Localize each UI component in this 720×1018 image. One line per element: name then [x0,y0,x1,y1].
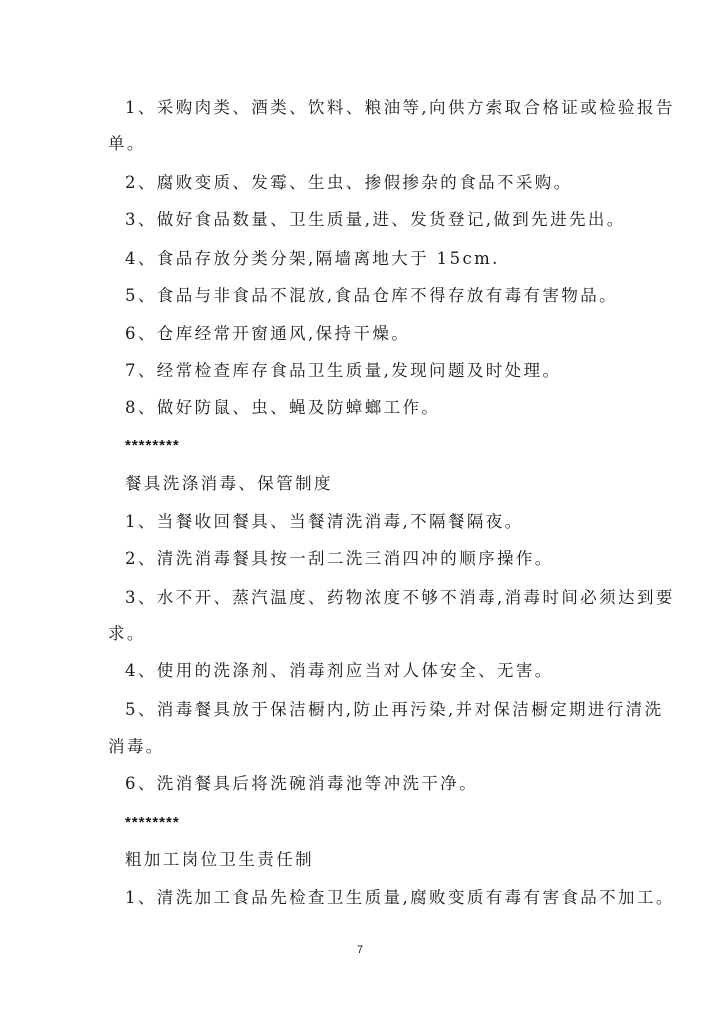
section-separator: ******** [125,437,180,454]
section-title: 餐具洗涤消毒、保管制度 [125,474,333,493]
list-item: 7、经常检查库存食品卫生质量,发现问题及时处理。 [125,361,562,380]
paragraph-continuation: 消毒。 [108,737,165,756]
list-item: 5、消毒餐具放于保洁橱内,防止再污染,并对保洁橱定期进行清洗 [125,700,664,719]
page-number: 7 [356,944,364,956]
paragraph-continuation: 求。 [108,624,146,643]
section-separator: ******** [125,814,180,831]
list-item: 4、食品存放分类分架,隔墙离地大于 15cm. [125,249,500,268]
list-item: 3、水不开、蒸汽温度、药物浓度不够不消毒,消毒时间必须达到要 [125,588,675,607]
section-title: 粗加工岗位卫生责任制 [125,850,314,869]
list-item: 3、做好食品数量、卫生质量,进、发货登记,做到先进先出。 [125,210,626,229]
list-item: 8、做好防鼠、虫、蝇及防蟑螂工作。 [125,398,441,417]
list-item: 2、腐败变质、发霉、生虫、掺假掺杂的食品不采购。 [125,173,573,192]
list-item: 2、清洗消毒餐具按一刮二洗三消四冲的顺序操作。 [125,549,554,568]
list-item: 1、采购肉类、酒类、饮料、粮油等,向供方索取合格证或检验报告 [125,98,675,117]
paragraph-continuation: 单。 [108,134,146,153]
list-item: 5、食品与非食品不混放,食品仓库不得存放有毒有害物品。 [125,286,619,305]
list-item: 1、当餐收回餐具、当餐清洗消毒,不隔餐隔夜。 [125,512,524,531]
list-item: 1、清洗加工食品先检查卫生质量,腐败变质有毒有害食品不加工。 [125,888,675,907]
list-item: 4、使用的洗涤剂、消毒剂应当对人体安全、无害。 [125,661,554,680]
list-item: 6、仓库经常开窗通风,保持干燥。 [125,324,411,343]
list-item: 6、洗消餐具后将洗碗消毒池等冲洗干净。 [125,774,479,793]
